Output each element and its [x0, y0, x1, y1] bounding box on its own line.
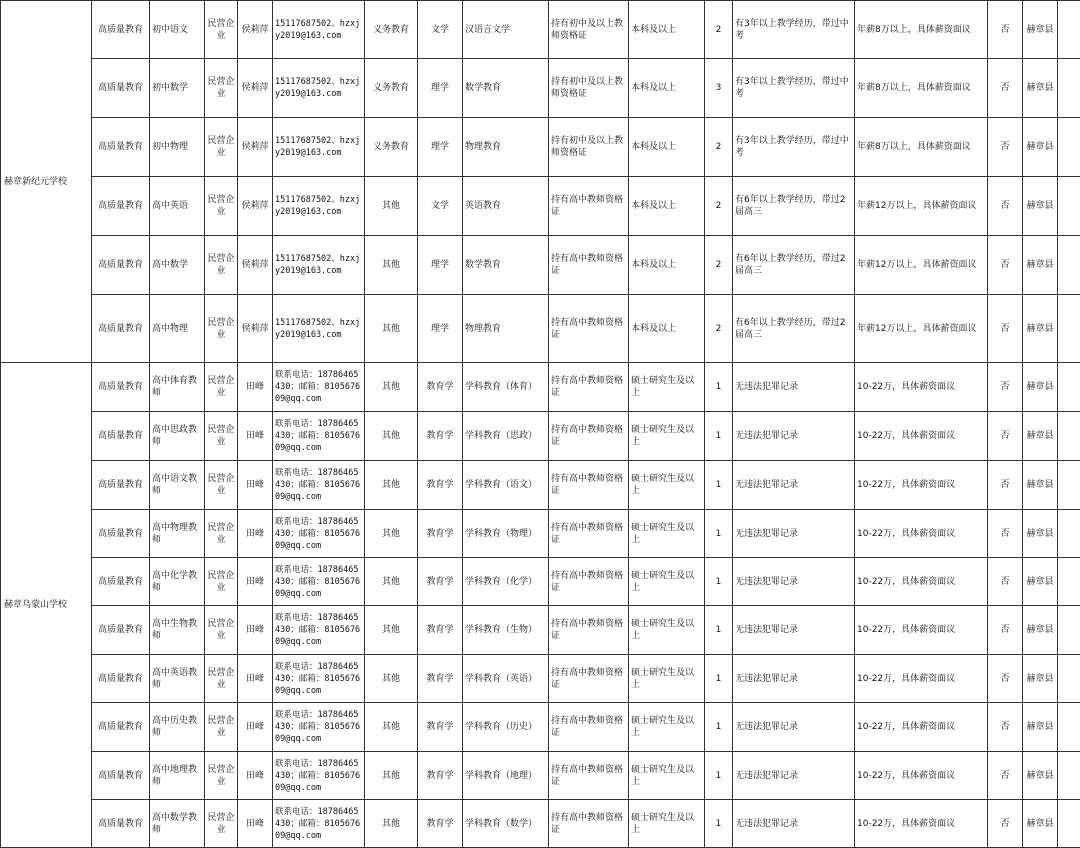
table-row: [1, 558, 1080, 606]
unit-cell: 民营企业: [205, 703, 238, 752]
major-cell: 学科教育（数学）: [463, 800, 549, 848]
blank-cell: [1058, 461, 1080, 510]
blank-cell: [1058, 606, 1080, 655]
requirement-cell: 无违法犯罪记录: [733, 510, 855, 558]
phone-cell: 联系电话：18786465430；邮箱：810567609@qq.com: [273, 703, 365, 752]
unit-cell: 民营企业: [205, 461, 238, 510]
requirement-cell: 有6年以上教学经历，带过2届高三: [733, 295, 855, 363]
type-cell: 高质量教育: [92, 363, 150, 412]
position-cell: 初中物理: [150, 118, 205, 177]
unit-cell: 民营企业: [205, 236, 238, 295]
category-cell: 教育学: [418, 461, 463, 510]
blank-cell: [1058, 363, 1080, 412]
edu-cell: 本科及以上: [629, 177, 705, 236]
blank-cell: [1058, 236, 1080, 295]
salary-cell: 10-22万，具体薪资面议: [855, 412, 988, 461]
contact-cell: 田峰: [238, 558, 273, 606]
salary-cell: 年薪8万以上，具体薪资面议: [855, 1, 988, 59]
phone-cell: 联系电话：18786465430；邮箱：810567609@qq.com: [273, 655, 365, 703]
blank-cell: [1058, 558, 1080, 606]
flag-cell: 否: [988, 510, 1023, 558]
county-cell: 赫章县: [1023, 703, 1058, 752]
position-cell: 高中思政教师: [150, 412, 205, 461]
requirement-cell: 无违法犯罪记录: [733, 558, 855, 606]
phone-cell: 联系电话：18786465430；邮箱：810567609@qq.com: [273, 606, 365, 655]
blank-cell: [1058, 703, 1080, 752]
requirement-cell: 有3年以上教学经历，带过中考: [733, 59, 855, 118]
contact-cell: 田峰: [238, 510, 273, 558]
requirement-cell: 无违法犯罪记录: [733, 363, 855, 412]
flag-cell: 否: [988, 1, 1023, 59]
blank-cell: [1058, 412, 1080, 461]
salary-cell: 年薪12万以上，具体薪资面议: [855, 236, 988, 295]
blank-cell: [1058, 800, 1080, 848]
edu-cell: 硕士研究生及以上: [629, 461, 705, 510]
unit-cell: 民营企业: [205, 752, 238, 800]
count-cell: 2: [705, 236, 733, 295]
category-cell: 理学: [418, 236, 463, 295]
county-cell: 赫章县: [1023, 558, 1058, 606]
county-cell: 赫章县: [1023, 412, 1058, 461]
stage-cell: 其他: [365, 703, 418, 752]
salary-cell: 年薪12万以上，具体薪资面议: [855, 295, 988, 363]
unit-cell: 民营企业: [205, 558, 238, 606]
category-cell: 教育学: [418, 655, 463, 703]
requirement-cell: 有3年以上教学经历，带过中考: [733, 1, 855, 59]
table-row: [1, 1, 1080, 59]
cert-cell: 持有高中教师资格证: [549, 510, 629, 558]
edu-cell: 硕士研究生及以上: [629, 412, 705, 461]
table-row: [1, 59, 1080, 118]
unit-cell: 民营企业: [205, 510, 238, 558]
unit-cell: 民营企业: [205, 118, 238, 177]
major-cell: 学科教育（英语）: [463, 655, 549, 703]
type-cell: 高质量教育: [92, 606, 150, 655]
salary-cell: 10-22万，具体薪资面议: [855, 800, 988, 848]
major-cell: 学科教育（生物）: [463, 606, 549, 655]
table-row: [1, 703, 1080, 752]
stage-cell: 义务教育: [365, 59, 418, 118]
contact-cell: 侯莉萍: [238, 1, 273, 59]
requirement-cell: 无违法犯罪记录: [733, 606, 855, 655]
count-cell: 1: [705, 461, 733, 510]
count-cell: 2: [705, 295, 733, 363]
count-cell: 3: [705, 59, 733, 118]
edu-cell: 本科及以上: [629, 236, 705, 295]
flag-cell: 否: [988, 800, 1023, 848]
type-cell: 高质量教育: [92, 558, 150, 606]
category-cell: 教育学: [418, 510, 463, 558]
blank-cell: [1058, 59, 1080, 118]
stage-cell: 其他: [365, 295, 418, 363]
position-cell: 高中化学教师: [150, 558, 205, 606]
county-cell: 赫章县: [1023, 177, 1058, 236]
category-cell: 教育学: [418, 606, 463, 655]
contact-cell: 田峰: [238, 703, 273, 752]
flag-cell: 否: [988, 703, 1023, 752]
unit-cell: 民营企业: [205, 606, 238, 655]
count-cell: 1: [705, 558, 733, 606]
cert-cell: 持有高中教师资格证: [549, 177, 629, 236]
type-cell: 高质量教育: [92, 1, 150, 59]
edu-cell: 硕士研究生及以上: [629, 655, 705, 703]
major-cell: 汉语言文学: [463, 1, 549, 59]
category-cell: 理学: [418, 295, 463, 363]
cert-cell: 持有高中教师资格证: [549, 752, 629, 800]
table-row: [1, 236, 1080, 295]
contact-cell: 田峰: [238, 606, 273, 655]
major-cell: 物理教育: [463, 295, 549, 363]
salary-cell: 年薪8万以上，具体薪资面议: [855, 118, 988, 177]
flag-cell: 否: [988, 655, 1023, 703]
salary-cell: 10-22万，具体薪资面议: [855, 703, 988, 752]
position-cell: 高中物理教师: [150, 510, 205, 558]
blank-cell: [1058, 118, 1080, 177]
table-row: [1, 295, 1080, 363]
salary-cell: 10-22万，具体薪资面议: [855, 606, 988, 655]
salary-cell: 10-22万，具体薪资面议: [855, 752, 988, 800]
stage-cell: 其他: [365, 752, 418, 800]
unit-cell: 民营企业: [205, 412, 238, 461]
contact-cell: 侯莉萍: [238, 236, 273, 295]
edu-cell: 本科及以上: [629, 59, 705, 118]
category-cell: 理学: [418, 118, 463, 177]
stage-cell: 其他: [365, 800, 418, 848]
phone-cell: 15117687502、hzxjy2019@163.com: [273, 59, 365, 118]
school-name-cell: 赫章新纪元学校: [1, 1, 92, 363]
category-cell: 教育学: [418, 752, 463, 800]
position-cell: 高中历史教师: [150, 703, 205, 752]
flag-cell: 否: [988, 295, 1023, 363]
blank-cell: [1058, 752, 1080, 800]
table-body: [1, 1, 1080, 848]
count-cell: 1: [705, 703, 733, 752]
edu-cell: 本科及以上: [629, 118, 705, 177]
phone-cell: 联系电话：18786465430；邮箱：810567609@qq.com: [273, 752, 365, 800]
type-cell: 高质量教育: [92, 461, 150, 510]
count-cell: 1: [705, 606, 733, 655]
requirement-cell: 有3年以上教学经历，带过中考: [733, 118, 855, 177]
unit-cell: 民营企业: [205, 363, 238, 412]
type-cell: 高质量教育: [92, 236, 150, 295]
table-row: [1, 412, 1080, 461]
category-cell: 教育学: [418, 363, 463, 412]
cert-cell: 持有高中教师资格证: [549, 800, 629, 848]
unit-cell: 民营企业: [205, 59, 238, 118]
cert-cell: 持有高中教师资格证: [549, 295, 629, 363]
count-cell: 1: [705, 655, 733, 703]
county-cell: 赫章县: [1023, 59, 1058, 118]
contact-cell: 田峰: [238, 461, 273, 510]
category-cell: 文学: [418, 1, 463, 59]
cert-cell: 持有初中及以上教师资格证: [549, 59, 629, 118]
flag-cell: 否: [988, 606, 1023, 655]
county-cell: 赫章县: [1023, 461, 1058, 510]
phone-cell: 联系电话：18786465430；邮箱：810567609@qq.com: [273, 510, 365, 558]
position-cell: 高中数学教师: [150, 800, 205, 848]
flag-cell: 否: [988, 177, 1023, 236]
position-cell: 高中体育教师: [150, 363, 205, 412]
cert-cell: 持有高中教师资格证: [549, 655, 629, 703]
phone-cell: 联系电话：18786465430；邮箱：810567609@qq.com: [273, 558, 365, 606]
major-cell: 学科教育（体育）: [463, 363, 549, 412]
contact-cell: 田峰: [238, 412, 273, 461]
count-cell: 1: [705, 752, 733, 800]
position-cell: 高中语文教师: [150, 461, 205, 510]
contact-cell: 田峰: [238, 363, 273, 412]
stage-cell: 义务教育: [365, 1, 418, 59]
type-cell: 高质量教育: [92, 703, 150, 752]
stage-cell: 其他: [365, 236, 418, 295]
requirement-cell: 无违法犯罪记录: [733, 655, 855, 703]
edu-cell: 硕士研究生及以上: [629, 800, 705, 848]
type-cell: 高质量教育: [92, 655, 150, 703]
major-cell: 学科教育（思政）: [463, 412, 549, 461]
contact-cell: 侯莉萍: [238, 177, 273, 236]
unit-cell: 民营企业: [205, 800, 238, 848]
blank-cell: [1058, 1, 1080, 59]
stage-cell: 其他: [365, 510, 418, 558]
major-cell: 数学教育: [463, 59, 549, 118]
position-cell: 高中物理: [150, 295, 205, 363]
position-cell: 高中生物教师: [150, 606, 205, 655]
table-row: [1, 363, 1080, 412]
cert-cell: 持有高中教师资格证: [549, 558, 629, 606]
category-cell: 教育学: [418, 558, 463, 606]
cert-cell: 持有高中教师资格证: [549, 363, 629, 412]
phone-cell: 联系电话：18786465430；邮箱：810567609@qq.com: [273, 412, 365, 461]
school-name-cell: 赫章乌蒙山学校: [1, 363, 92, 848]
count-cell: 1: [705, 800, 733, 848]
contact-cell: 田峰: [238, 752, 273, 800]
phone-cell: 联系电话：18786465430；邮箱：810567609@qq.com: [273, 800, 365, 848]
position-cell: 高中数学: [150, 236, 205, 295]
unit-cell: 民营企业: [205, 1, 238, 59]
requirement-cell: 无违法犯罪记录: [733, 412, 855, 461]
cert-cell: 持有高中教师资格证: [549, 412, 629, 461]
county-cell: 赫章县: [1023, 363, 1058, 412]
table-row: [1, 510, 1080, 558]
unit-cell: 民营企业: [205, 655, 238, 703]
stage-cell: 其他: [365, 412, 418, 461]
county-cell: 赫章县: [1023, 800, 1058, 848]
flag-cell: 否: [988, 59, 1023, 118]
table-row: [1, 606, 1080, 655]
requirement-cell: 无违法犯罪记录: [733, 800, 855, 848]
requirement-cell: 无违法犯罪记录: [733, 703, 855, 752]
type-cell: 高质量教育: [92, 412, 150, 461]
salary-cell: 10-22万，具体薪资面议: [855, 461, 988, 510]
type-cell: 高质量教育: [92, 295, 150, 363]
unit-cell: 民营企业: [205, 177, 238, 236]
type-cell: 高质量教育: [92, 118, 150, 177]
stage-cell: 其他: [365, 461, 418, 510]
flag-cell: 否: [988, 236, 1023, 295]
contact-cell: 侯莉萍: [238, 295, 273, 363]
stage-cell: 其他: [365, 606, 418, 655]
edu-cell: 硕士研究生及以上: [629, 703, 705, 752]
table-row: [1, 461, 1080, 510]
phone-cell: 15117687502、hzxjy2019@163.com: [273, 236, 365, 295]
position-cell: 初中数学: [150, 59, 205, 118]
edu-cell: 硕士研究生及以上: [629, 752, 705, 800]
table-row: [1, 655, 1080, 703]
major-cell: 学科教育（地理）: [463, 752, 549, 800]
count-cell: 1: [705, 510, 733, 558]
requirement-cell: 有6年以上教学经历，带过2届高三: [733, 177, 855, 236]
position-cell: 初中语文: [150, 1, 205, 59]
county-cell: 赫章县: [1023, 118, 1058, 177]
salary-cell: 10-22万，具体薪资面议: [855, 558, 988, 606]
type-cell: 高质量教育: [92, 800, 150, 848]
flag-cell: 否: [988, 752, 1023, 800]
table-row: [1, 752, 1080, 800]
type-cell: 高质量教育: [92, 752, 150, 800]
blank-cell: [1058, 510, 1080, 558]
category-cell: 教育学: [418, 412, 463, 461]
count-cell: 1: [705, 363, 733, 412]
major-cell: 数学教育: [463, 236, 549, 295]
major-cell: 英语教育: [463, 177, 549, 236]
category-cell: 教育学: [418, 800, 463, 848]
stage-cell: 其他: [365, 363, 418, 412]
requirement-cell: 有6年以上教学经历，带过2届高三: [733, 236, 855, 295]
major-cell: 学科教育（语文）: [463, 461, 549, 510]
contact-cell: 侯莉萍: [238, 118, 273, 177]
requirement-cell: 无违法犯罪记录: [733, 752, 855, 800]
edu-cell: 本科及以上: [629, 1, 705, 59]
edu-cell: 硕士研究生及以上: [629, 606, 705, 655]
salary-cell: 10-22万，具体薪资面议: [855, 655, 988, 703]
type-cell: 高质量教育: [92, 59, 150, 118]
phone-cell: 15117687502、hzxjy2019@163.com: [273, 295, 365, 363]
count-cell: 2: [705, 118, 733, 177]
phone-cell: 联系电话：18786465430；邮箱：810567609@qq.com: [273, 461, 365, 510]
edu-cell: 硕士研究生及以上: [629, 558, 705, 606]
requirement-cell: 无违法犯罪记录: [733, 461, 855, 510]
salary-cell: 10-22万，具体薪资面议: [855, 510, 988, 558]
county-cell: 赫章县: [1023, 606, 1058, 655]
category-cell: 教育学: [418, 703, 463, 752]
stage-cell: 其他: [365, 558, 418, 606]
flag-cell: 否: [988, 363, 1023, 412]
table-row: [1, 118, 1080, 177]
cert-cell: 持有初中及以上教师资格证: [549, 118, 629, 177]
contact-cell: 田峰: [238, 655, 273, 703]
category-cell: 文学: [418, 177, 463, 236]
major-cell: 学科教育（化学）: [463, 558, 549, 606]
phone-cell: 15117687502、hzxjy2019@163.com: [273, 177, 365, 236]
type-cell: 高质量教育: [92, 177, 150, 236]
position-cell: 高中英语: [150, 177, 205, 236]
edu-cell: 本科及以上: [629, 295, 705, 363]
count-cell: 2: [705, 177, 733, 236]
flag-cell: 否: [988, 461, 1023, 510]
edu-cell: 硕士研究生及以上: [629, 363, 705, 412]
cert-cell: 持有初中及以上教师资格证: [549, 1, 629, 59]
flag-cell: 否: [988, 412, 1023, 461]
cert-cell: 持有高中教师资格证: [549, 703, 629, 752]
table-row: [1, 177, 1080, 236]
salary-cell: 年薪8万以上，具体薪资面议: [855, 59, 988, 118]
major-cell: 学科教育（历史）: [463, 703, 549, 752]
table-row: [1, 800, 1080, 848]
position-cell: 高中地理教师: [150, 752, 205, 800]
contact-cell: 田峰: [238, 800, 273, 848]
cert-cell: 持有高中教师资格证: [549, 606, 629, 655]
salary-cell: 10-22万，具体薪资面议: [855, 363, 988, 412]
count-cell: 1: [705, 412, 733, 461]
stage-cell: 其他: [365, 177, 418, 236]
major-cell: 学科教育（物理）: [463, 510, 549, 558]
flag-cell: 否: [988, 558, 1023, 606]
blank-cell: [1058, 655, 1080, 703]
phone-cell: 联系电话：18786465430；邮箱：810567609@qq.com: [273, 363, 365, 412]
major-cell: 物理教育: [463, 118, 549, 177]
cert-cell: 持有高中教师资格证: [549, 236, 629, 295]
type-cell: 高质量教育: [92, 510, 150, 558]
county-cell: 赫章县: [1023, 1, 1058, 59]
county-cell: 赫章县: [1023, 295, 1058, 363]
blank-cell: [1058, 177, 1080, 236]
county-cell: 赫章县: [1023, 510, 1058, 558]
position-cell: 高中英语教师: [150, 655, 205, 703]
cert-cell: 持有高中教师资格证: [549, 461, 629, 510]
stage-cell: 其他: [365, 655, 418, 703]
stage-cell: 义务教育: [365, 118, 418, 177]
flag-cell: 否: [988, 118, 1023, 177]
phone-cell: 15117687502、hzxjy2019@163.com: [273, 118, 365, 177]
contact-cell: 侯莉萍: [238, 59, 273, 118]
county-cell: 赫章县: [1023, 236, 1058, 295]
category-cell: 理学: [418, 59, 463, 118]
county-cell: 赫章县: [1023, 752, 1058, 800]
salary-cell: 年薪12万以上，具体薪资面议: [855, 177, 988, 236]
unit-cell: 民营企业: [205, 295, 238, 363]
edu-cell: 硕士研究生及以上: [629, 510, 705, 558]
phone-cell: 15117687502、hzxjy2019@163.com: [273, 1, 365, 59]
blank-cell: [1058, 295, 1080, 363]
county-cell: 赫章县: [1023, 655, 1058, 703]
count-cell: 2: [705, 1, 733, 59]
